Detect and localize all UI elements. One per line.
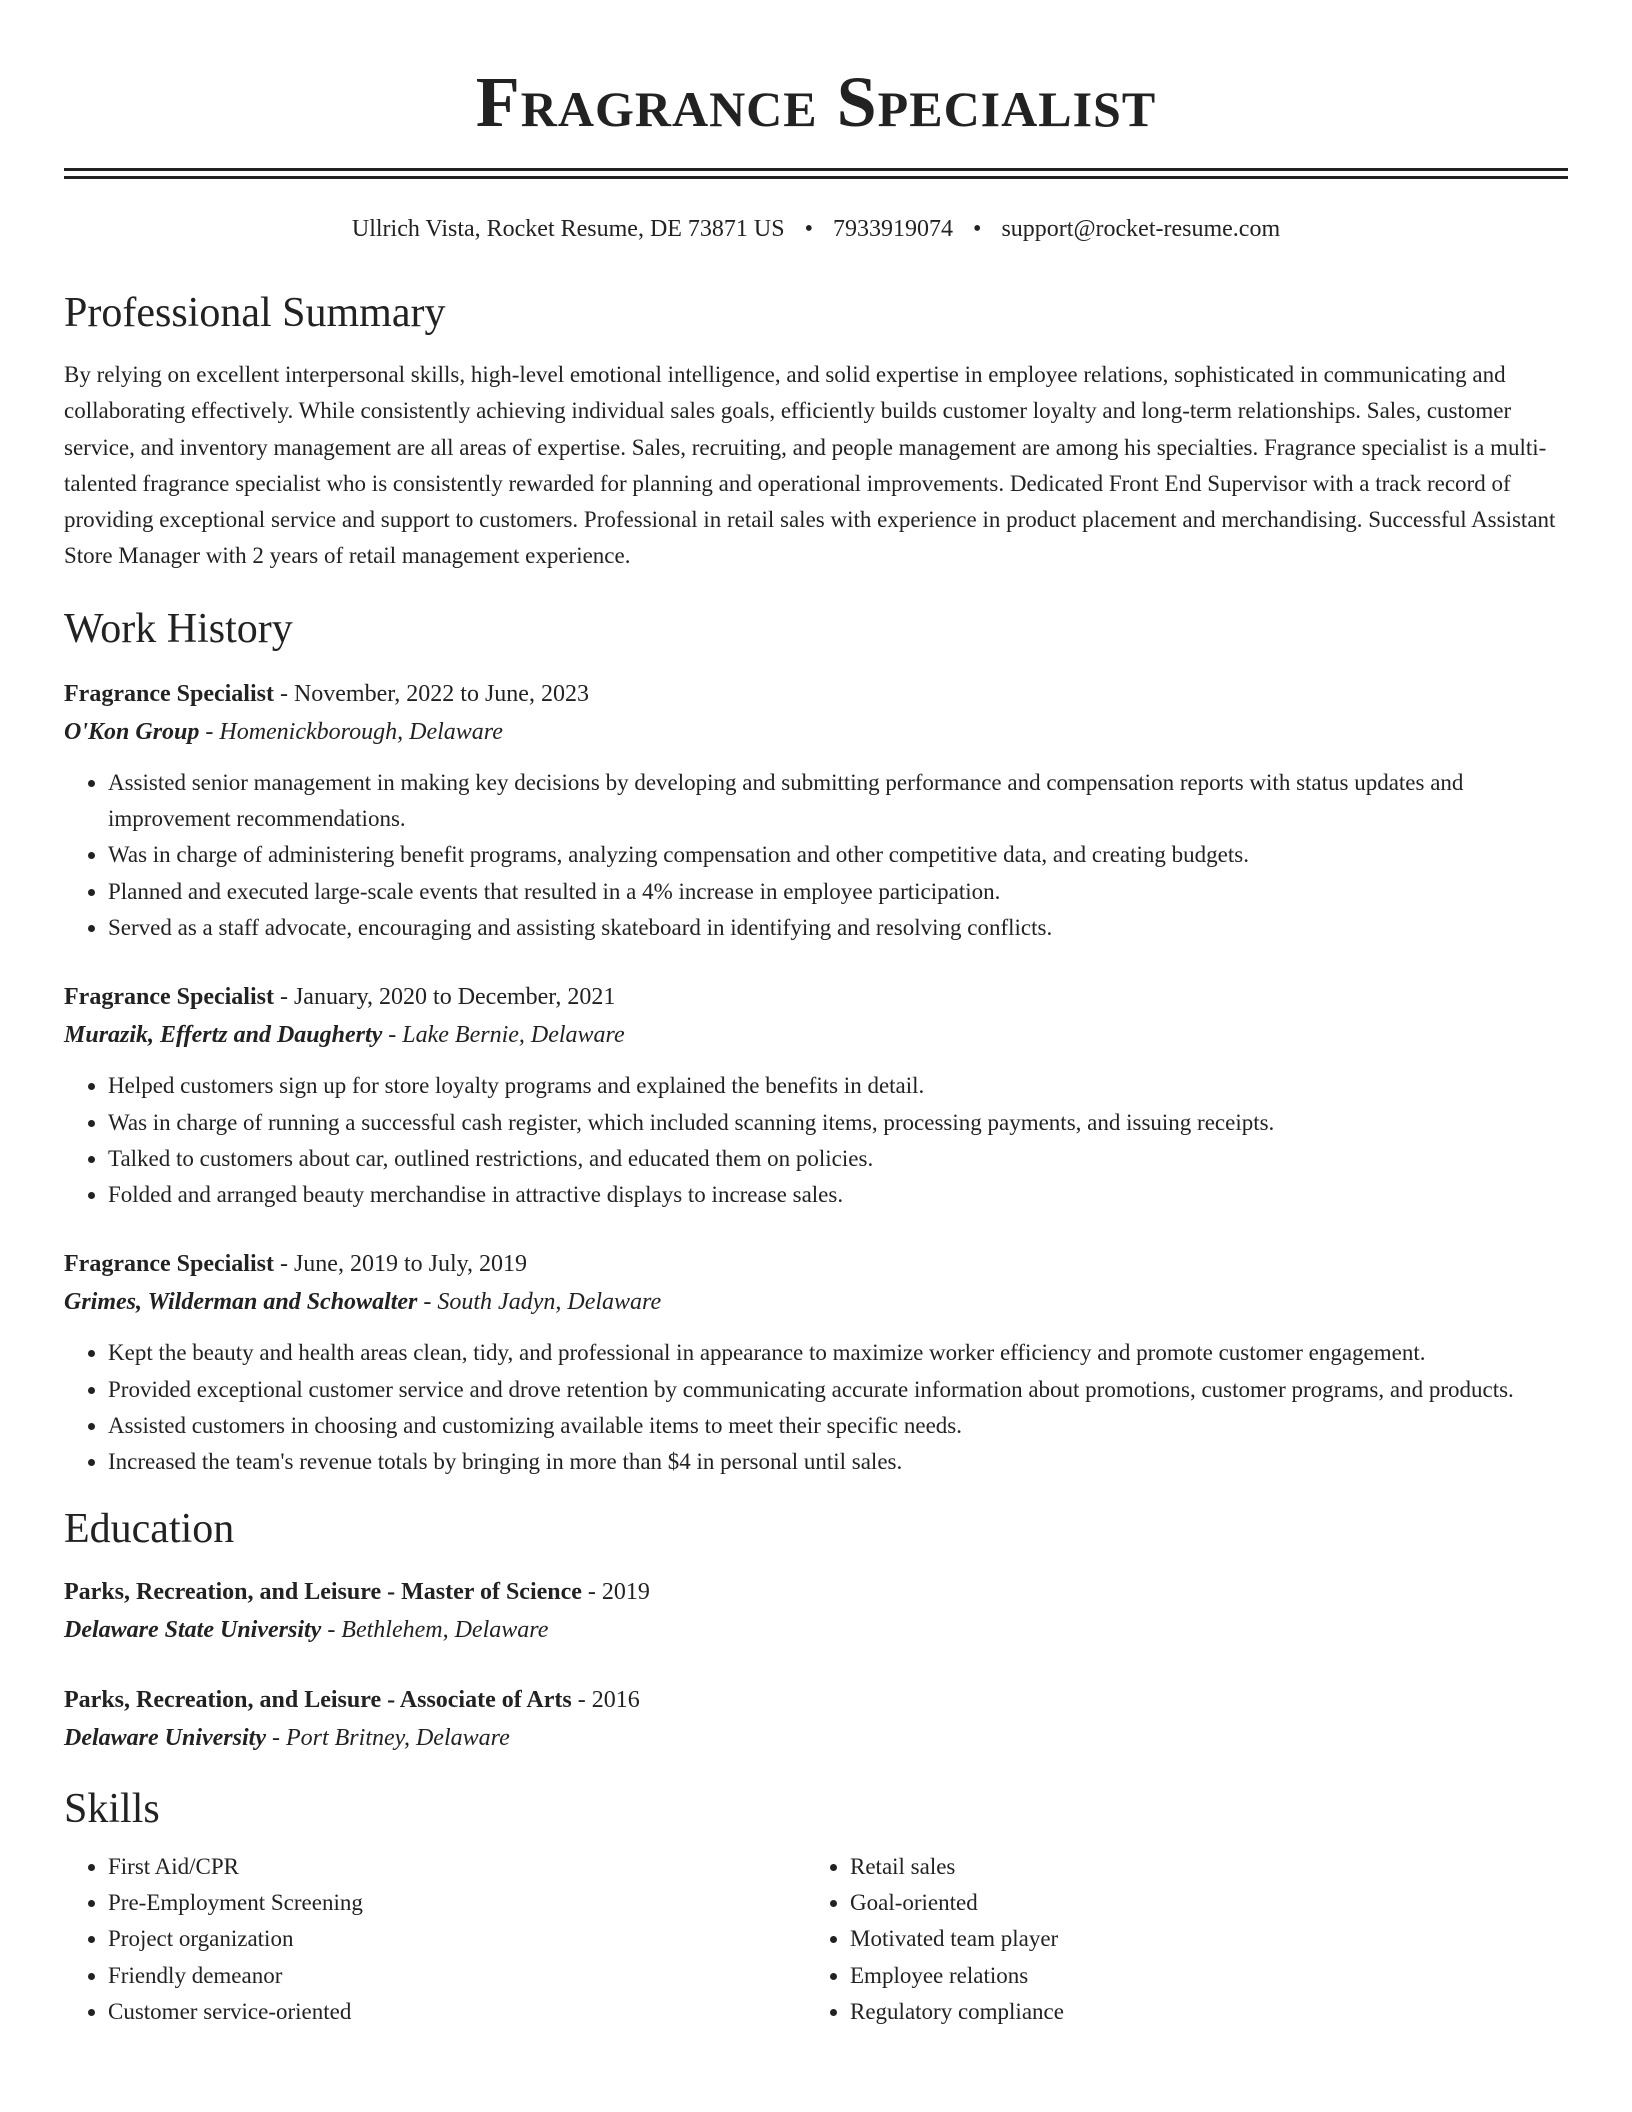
contact-email: support@rocket-resume.com (1001, 216, 1281, 242)
contact-separator: • (973, 216, 982, 242)
summary-text: By relying on excellent interpersonal skills, high-level emotional intelligence, and solid expertise in employee relations, sophisticated in communicating and collaborating effectively. While consistently achieving individual sales goals, efficiently builds customer loyalty and long-term relationships. Sales, customer service, and inventory management are all areas of expertise. Sales, recruiting, and people management are among his specialties. Fragrance specialist is a multi-talented fragrance specialist who is consistently rewarded for planning and operational improvements. Dedicated Front End Supervisor with a track record of providing exceptional service and support to customers. Professional in retail sales with experience in product placement and merchandising. Successful Assistant Store Manager with 2 years of retail management experience. (64, 362, 1556, 569)
job-bullets (64, 1335, 1568, 1480)
list-item: • Folded and arranged beauty merchandise in attractive displays to increase sales. (108, 1177, 1568, 1213)
education-entry (64, 1573, 1568, 1649)
education-heading: Education (64, 1505, 235, 1552)
job-location: - Homenickborough, Delaware (199, 718, 503, 745)
resume-title: Fragrance Specialist (475, 62, 1157, 142)
degree-line (64, 1681, 1568, 1719)
job-company-line (64, 713, 1568, 751)
job-title-line (64, 1245, 1568, 1283)
school: Delaware State University (64, 1616, 322, 1643)
list-item: • Assisted customers in choosing and customizing available items to meet their specific needs. (108, 1408, 1568, 1444)
list-item: • Kept the beauty and health areas clean, tidy, and professional in appearance to maximize worker efficiency and promote customer engagement. (108, 1335, 1568, 1371)
school-location: - Port Britney, Delaware (265, 1724, 510, 1751)
contact-phone: 7933919074 (833, 216, 954, 242)
job-entry (64, 1245, 1568, 1480)
job-title: Fragrance Specialist (64, 680, 274, 707)
job-dates: - June, 2019 to July, 2019 (273, 1251, 528, 1278)
job-company-line (64, 1016, 1568, 1054)
job-title: Fragrance Specialist (64, 1251, 274, 1278)
job-location: - Lake Bernie, Delaware (382, 1022, 625, 1049)
title-divider-bottom (64, 176, 1568, 179)
degree: Parks, Recreation, and Leisure - Master of Science (64, 1578, 582, 1605)
job-entry (64, 978, 1568, 1213)
list-item: • Project organization (108, 1921, 806, 1957)
job-bullets (64, 1068, 1568, 1213)
job-company: Murazik, Effertz and Daugherty (64, 1022, 383, 1049)
degree-year: - 2016 (571, 1686, 640, 1713)
job-title: Fragrance Specialist (64, 984, 274, 1011)
skills-list-right (806, 1849, 1548, 2030)
job-title-line (64, 978, 1568, 1016)
degree: Parks, Recreation, and Leisure - Associate of Arts (64, 1686, 572, 1713)
list-item: • Was in charge of running a successful cash register, which included scanning items, processing payments, and issuing receipts. (108, 1105, 1568, 1141)
list-item: • Provided exceptional customer service and drove retention by communicating accurate information about promotions, customer programs, and products. (108, 1372, 1568, 1408)
list-item: • Talked to customers about car, outlined restrictions, and educated them on policies. (108, 1141, 1568, 1177)
job-dates: - November, 2022 to June, 2023 (273, 680, 589, 707)
school-location: - Bethlehem, Delaware (321, 1616, 549, 1643)
list-item: • Customer service-oriented (108, 1994, 806, 2030)
list-item: • First Aid/CPR (108, 1849, 806, 1885)
list-item: • Served as a staff advocate, encouraging and assisting skateboard in identifying and resolving conflicts. (108, 910, 1568, 946)
job-bullets (64, 765, 1568, 946)
contact-address: Ullrich Vista, Rocket Resume, DE 73871 US (351, 216, 785, 242)
skills-heading: Skills (64, 1785, 160, 1832)
list-item: • Pre-Employment Screening (108, 1885, 806, 1921)
school-line (64, 1611, 1568, 1649)
job-entry (64, 675, 1568, 946)
job-title-line (64, 675, 1568, 713)
list-item: • Motivated team player (850, 1921, 1548, 1957)
list-item: • Helped customers sign up for store loyalty programs and explained the benefits in detail. (108, 1068, 1568, 1104)
education-entry (64, 1681, 1568, 1757)
job-company: O'Kon Group (64, 718, 200, 745)
skills-list-left (64, 1849, 806, 2030)
contact-separator: • (804, 216, 814, 242)
degree-line (64, 1573, 1568, 1611)
work-history-heading: Work History (64, 605, 293, 652)
degree-year: - 2019 (581, 1578, 650, 1605)
school: Delaware University (64, 1724, 266, 1751)
list-item: • Planned and executed large-scale events that resulted in a 4% increase in employee participation. (108, 874, 1568, 910)
job-location: - South Jadyn, Delaware (417, 1289, 662, 1316)
job-dates: - January, 2020 to December, 2021 (273, 984, 616, 1011)
summary-heading: Professional Summary (64, 290, 446, 336)
list-item: • Regulatory compliance (850, 1994, 1548, 2030)
list-item: • Goal-oriented (850, 1885, 1548, 1921)
list-item: • Was in charge of administering benefit programs, analyzing compensation and other competitive data, and creating budgets. (108, 837, 1568, 873)
job-company-line (64, 1283, 1568, 1321)
school-line (64, 1719, 1568, 1757)
list-item: • Friendly demeanor (108, 1958, 806, 1994)
skills-columns (64, 1849, 1568, 2030)
list-item: • Employee relations (850, 1958, 1548, 1994)
list-item: • Increased the team's revenue totals by bringing in more than $4 in personal until sales. (108, 1444, 1568, 1480)
contact-line (64, 213, 1568, 245)
job-company: Grimes, Wilderman and Schowalter (64, 1289, 418, 1316)
list-item: • Retail sales (850, 1849, 1548, 1885)
title-divider-top (64, 168, 1568, 171)
list-item: • Assisted senior management in making key decisions by developing and submitting performance and compensation reports with status updates and improvement recommendations. (108, 765, 1568, 838)
